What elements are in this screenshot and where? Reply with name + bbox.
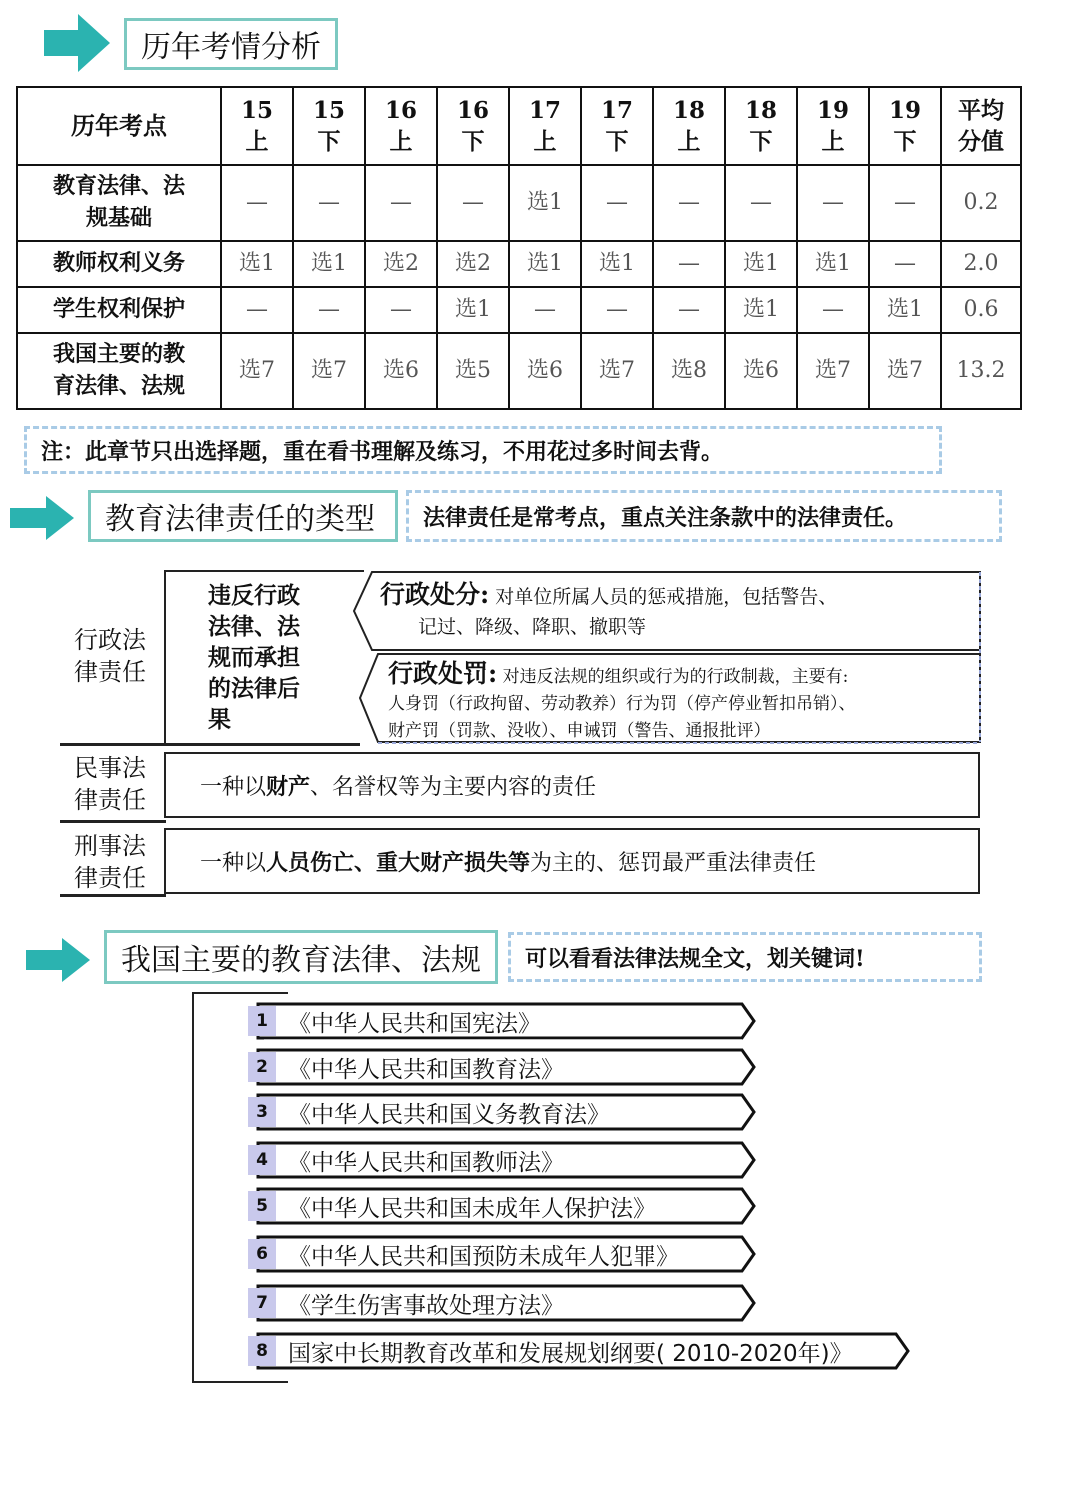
table-cell: — [509, 287, 581, 333]
penalty-text-3: 财产罚（罚款、没收）、申诫罚（警告、通报批评） [388, 721, 771, 741]
law-name: 《中华人民共和国宪法》 [288, 1010, 541, 1037]
table-cell: 选7 [797, 333, 869, 409]
table-cell: — [797, 165, 869, 241]
section-title-main-laws: 我国主要的教育法律、法规 [104, 930, 498, 984]
table-cell: — [365, 165, 437, 241]
column-header: 16 上 [365, 87, 437, 165]
table-cell: — [869, 165, 941, 241]
table-cell: 选2 [437, 241, 509, 287]
table-header-row [17, 87, 1021, 165]
table-cell: 选1 [509, 241, 581, 287]
list-bracket-bottom [192, 1381, 288, 1383]
table-cell: — [653, 241, 725, 287]
column-header: 15 上 [221, 87, 293, 165]
law-item [248, 1187, 758, 1225]
row-topic: 学生权利保护 [17, 287, 221, 333]
civil-desc-pre: 一种以 [200, 775, 267, 800]
sanction-text-2: 记过、降级、降职、撤职等 [418, 616, 647, 638]
table-cell: 选7 [221, 333, 293, 409]
table-row [17, 287, 1021, 333]
table-cell: 选1 [797, 241, 869, 287]
arrow-icon [10, 496, 74, 540]
column-header: 19 上 [797, 87, 869, 165]
divider-line [60, 820, 166, 823]
column-header: 16 下 [437, 87, 509, 165]
list-bracket-top [192, 992, 288, 994]
law-number: 4 [248, 1145, 276, 1175]
column-header: 18 上 [653, 87, 725, 165]
civil-liability-desc [200, 770, 596, 801]
criminal-liability-label: 刑事法 律责任 [74, 832, 146, 892]
admin-sanction [380, 580, 970, 642]
law-number: 1 [248, 1006, 276, 1036]
law-number: 7 [248, 1288, 276, 1318]
law-item [248, 1332, 912, 1370]
law-name: 《中华人民共和国教育法》 [288, 1056, 564, 1083]
law-name: 《学生伤害事故处理方法》 [288, 1292, 564, 1319]
law-item [248, 1141, 758, 1179]
table-cell: — [653, 165, 725, 241]
arrow-icon [44, 14, 110, 72]
table-cell: 选1 [725, 287, 797, 333]
criminal-desc-bold: 人员伤亡、重大财产损失等 [266, 850, 531, 876]
divider-line [60, 894, 166, 897]
table-cell: 选7 [293, 333, 365, 409]
divider-line [60, 743, 360, 746]
civil-desc-bold: 财产 [266, 774, 311, 800]
table-cell: — [437, 165, 509, 241]
table-corner-cell: 历年考点 [17, 87, 221, 165]
table-cell: 选1 [581, 241, 653, 287]
table-cell: — [293, 165, 365, 241]
law-item [248, 1002, 758, 1040]
laws-note: 可以看看法律法规全文，划关键词! [508, 932, 982, 982]
section-title-exam-analysis: 历年考情分析 [124, 18, 338, 70]
admin-penalty [388, 660, 978, 745]
table-cell: — [797, 287, 869, 333]
table-cell: — [221, 287, 293, 333]
section-title-liability-types: 教育法律责任的类型 [88, 490, 398, 542]
table-cell: 选1 [869, 287, 941, 333]
row-topic: 我国主要的教 育法律、法规 [17, 333, 221, 409]
law-name: 《中华人民共和国教师法》 [288, 1149, 564, 1176]
chapter-note: 注：此章节只出选择题，重在看书理解及练习，不用花过多时间去背。 [24, 426, 942, 474]
law-number: 8 [248, 1336, 276, 1366]
table-cell: 选1 [293, 241, 365, 287]
table-row [17, 241, 1021, 287]
admin-bracket-line [164, 570, 166, 744]
table-cell-average: 13.2 [941, 333, 1021, 409]
sanction-heading: 行政处分: [380, 580, 490, 609]
table-cell: — [581, 287, 653, 333]
table-cell: 选1 [509, 165, 581, 241]
criminal-desc-pre: 一种以 [200, 851, 267, 876]
table-cell: 选2 [365, 241, 437, 287]
law-name: 《中华人民共和国义务教育法》 [288, 1101, 610, 1128]
law-item [248, 1048, 758, 1086]
column-header: 17 上 [509, 87, 581, 165]
column-header: 18 下 [725, 87, 797, 165]
table-cell: 选6 [725, 333, 797, 409]
penalty-heading: 行政处罚: [388, 659, 498, 688]
table-cell: — [221, 165, 293, 241]
table-cell: 选8 [653, 333, 725, 409]
table-cell: — [725, 165, 797, 241]
sanction-text-1: 对单位所属人员的惩戒措施，包括警告、 [495, 586, 838, 608]
law-item [248, 1284, 758, 1322]
civil-liability-label: 民事法 律责任 [74, 754, 146, 814]
row-topic: 教育法律、法 规基础 [17, 165, 221, 241]
arrow-icon [26, 938, 90, 982]
column-header: 15 下 [293, 87, 365, 165]
admin-bracket-top [164, 570, 364, 572]
law-item [248, 1093, 758, 1131]
table-cell: — [869, 241, 941, 287]
table-cell: — [365, 287, 437, 333]
law-number: 5 [248, 1191, 276, 1221]
table-cell: 选7 [869, 333, 941, 409]
table-row [17, 333, 1021, 409]
table-cell: 选6 [509, 333, 581, 409]
table-cell-average: 0.2 [941, 165, 1021, 241]
list-bracket-line [192, 992, 194, 1382]
table-cell-average: 0.6 [941, 287, 1021, 333]
penalty-text-2: 人身罚（行政拘留、劳动教养）行为罚（停产停业暂扣吊销）、 [388, 694, 856, 714]
law-item [248, 1235, 758, 1273]
admin-liability-desc: 违反行政 法律、法 规而承担 的法律后 果 [208, 582, 300, 733]
table-cell: 选1 [725, 241, 797, 287]
table-cell: — [293, 287, 365, 333]
table-cell: 选5 [437, 333, 509, 409]
law-number: 3 [248, 1097, 276, 1127]
exam-analysis-table [16, 86, 1022, 410]
law-name: 《中华人民共和国未成年人保护法》 [288, 1195, 656, 1222]
table-cell: 选1 [221, 241, 293, 287]
column-header-average: 平均 分值 [941, 87, 1021, 165]
table-row [17, 165, 1021, 241]
civil-desc-post: 、名誉权等为主要内容的责任 [310, 775, 597, 800]
criminal-desc-post: 为主的、惩罚最严重法律责任 [530, 851, 817, 876]
law-name: 国家中长期教育改革和发展规划纲要( 2010-2020年)》 [288, 1340, 853, 1367]
table-cell: 选6 [365, 333, 437, 409]
table-cell: 选7 [581, 333, 653, 409]
row-topic: 教师权利义务 [17, 241, 221, 287]
table-cell-average: 2.0 [941, 241, 1021, 287]
liability-note: 法律责任是常考点，重点关注条款中的法律责任。 [406, 490, 1002, 542]
table-cell: — [653, 287, 725, 333]
law-number: 6 [248, 1239, 276, 1269]
law-name: 《中华人民共和国预防未成年人犯罪》 [288, 1243, 679, 1270]
table-cell: 选1 [437, 287, 509, 333]
law-number: 2 [248, 1052, 276, 1082]
criminal-liability-desc [200, 846, 816, 877]
penalty-text-1: 对违反法规的组织或行为的行政制裁，主要有: [502, 667, 849, 687]
column-header: 19 下 [869, 87, 941, 165]
table-cell: — [581, 165, 653, 241]
column-header: 17 下 [581, 87, 653, 165]
admin-liability-label: 行政法 律责任 [74, 626, 146, 686]
